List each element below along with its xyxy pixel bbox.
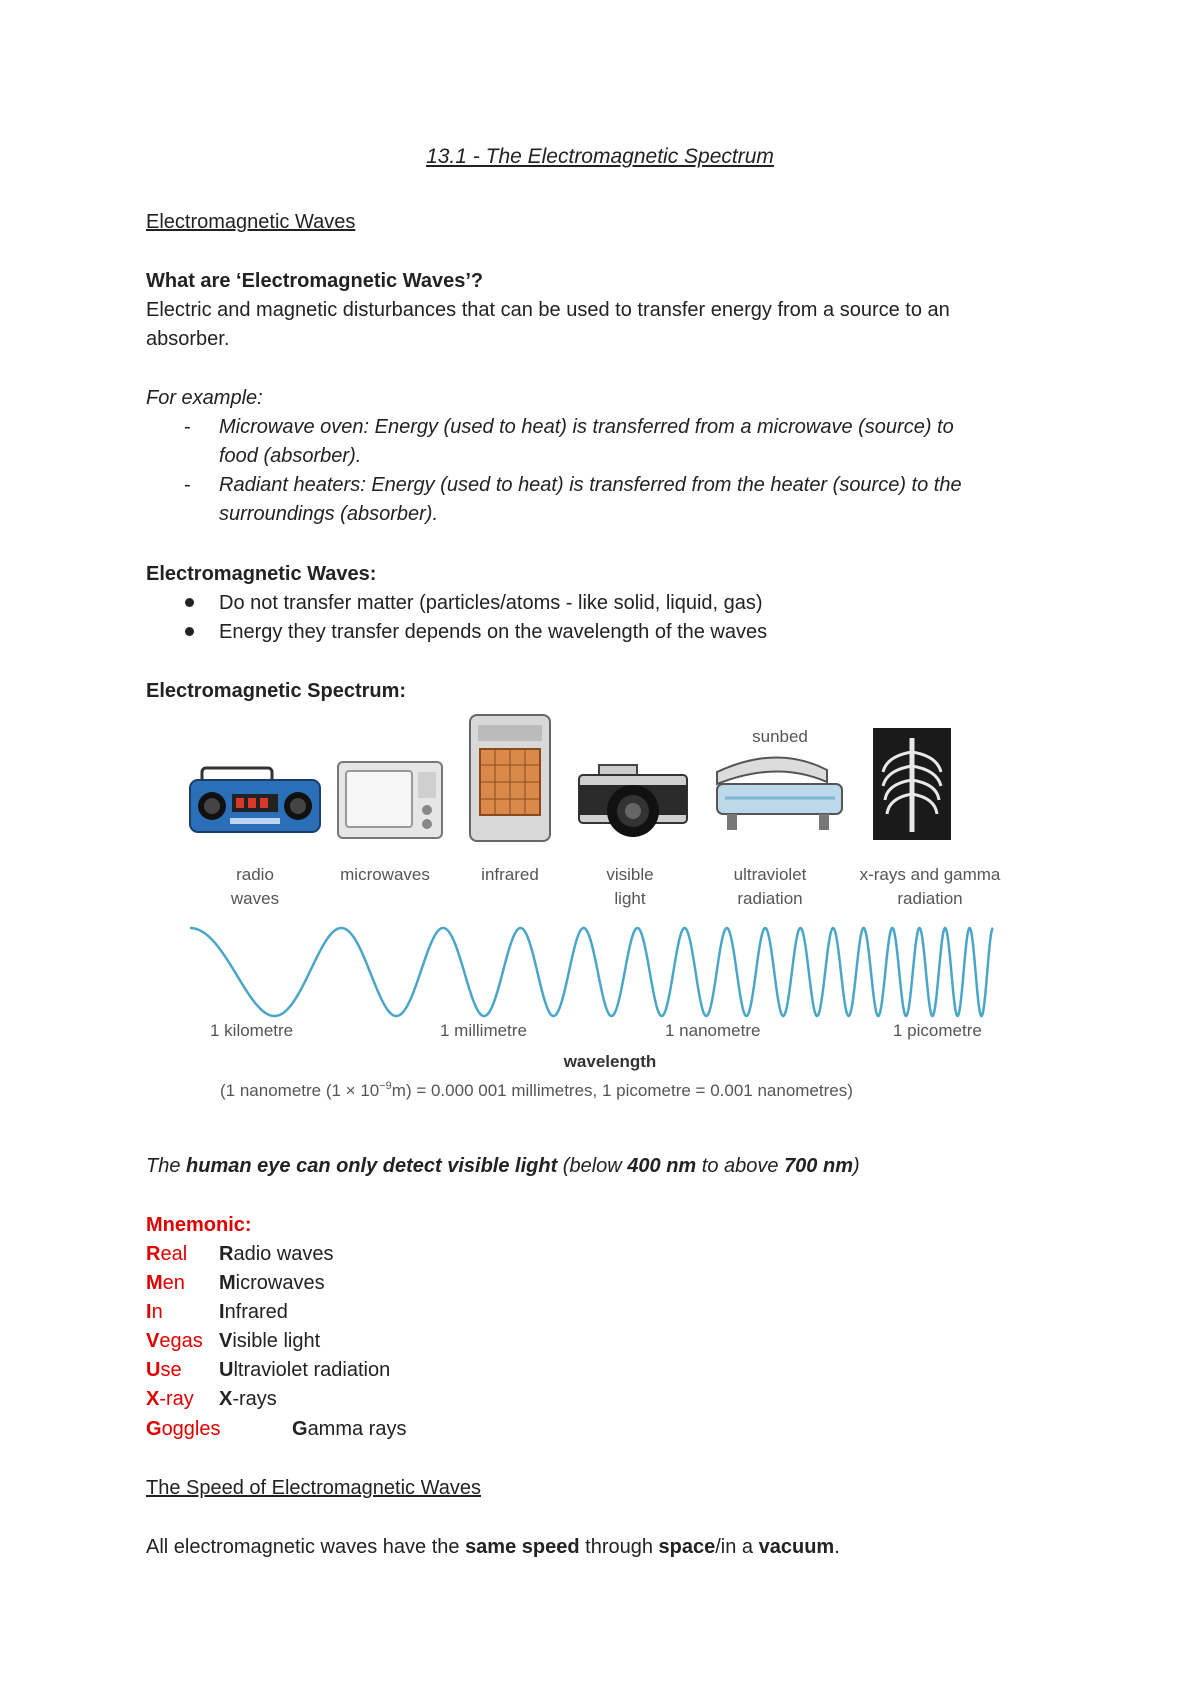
radio-icon [190,768,320,832]
page-title: 13.1 - The Electromagnetic Spectrum [426,145,774,168]
scale-picometre: 1 picometre [893,1021,982,1040]
mnemonic-meaning: X-rays [219,1388,277,1410]
camera-icon [579,765,687,837]
bullet-text: Energy they transfer depends on the wavelength of the waves [219,621,768,643]
axis-label: wavelength [563,1052,657,1071]
label-microwaves: microwaves [340,865,430,884]
label-ultraviolet: radiation [737,889,803,908]
example-line: Microwave oven: Energy (used to heat) is transferred from a microwave (source) to [219,416,954,438]
dash-bullet: - [184,416,191,438]
example-line: food (absorber). [219,445,362,467]
label-xrays: radiation [897,889,963,908]
bullet-icon [185,598,194,607]
bullet-icon [185,627,194,636]
eye-statement: The human eye can only detect visible light (below 400 nm to above 700 nm) [146,1155,860,1177]
definition-line: Electric and magnetic disturbances that can be used to transfer energy from a source to an [146,299,950,321]
section-heading-em-waves: Electromagnetic Waves [146,211,356,233]
label-infrared: infrared [481,865,539,884]
spectrum-heading: Electromagnetic Spectrum: [146,680,407,702]
heater-icon [470,715,550,841]
mnemonic-meaning: Gamma rays [292,1418,407,1440]
mnemonic-meaning: Microwaves [219,1272,325,1294]
label-visible: visible [606,865,654,884]
label-visible: light [614,889,646,908]
mnemonic-meaning: Ultraviolet radiation [219,1359,391,1381]
speed-statement: All electromagnetic waves have the same speed through space/in a vacuum. [146,1536,840,1558]
sunbed-label: sunbed [752,727,808,746]
scale-nanometre: 1 nanometre [665,1021,761,1040]
mnemonic-meaning: Infrared [219,1301,288,1323]
scale-millimetre: 1 millimetre [440,1021,527,1040]
sunbed-icon [717,757,842,830]
label-radio: waves [230,889,280,908]
mnemonic-meaning: Radio waves [219,1243,334,1265]
wave-line [190,928,993,1016]
mnemonic-word: Men [146,1272,185,1294]
mnemonic-word: Vegas [146,1330,203,1352]
mnemonic-word: In [146,1301,163,1323]
example-line: surroundings (absorber). [219,503,438,525]
waves-heading: Electromagnetic Waves: [146,563,377,585]
mnemonic-word: X-ray [146,1388,194,1410]
mnemonic-word: Real [146,1243,188,1265]
unit-note: (1 nanometre $(1 \times 10^{-9}m) = 0.000$ 001 millimetres, 1 picometre = 0.001 nanometres) [220,1080,853,1100]
example-heading: For example: [146,387,263,409]
dash-bullet: - [184,474,191,496]
spectrum-figure [185,710,1025,1120]
example-line: Radiant heaters: Energy (used to heat) is transferred from the heater (source) to the [219,474,962,496]
label-ultraviolet: ultraviolet [733,865,807,884]
mnemonic-word: Goggles [146,1418,221,1440]
mnemonic-word: Use [146,1359,182,1381]
label-radio: radio [236,865,274,884]
bullet-text: Do not transfer matter (particles/atoms - like solid, liquid, gas) [219,592,763,614]
xray-icon [873,728,951,840]
section-heading-speed: The Speed of Electromagnetic Waves [146,1477,481,1499]
microwave-icon [338,762,442,838]
scale-kilometre: 1 kilometre [210,1021,294,1040]
label-xrays: x-rays and gamma [859,865,1001,884]
question-heading: What are ‘Electromagnetic Waves’? [146,270,484,292]
definition-line: absorber. [146,328,230,350]
mnemonic-meaning: Visible light [219,1330,321,1352]
mnemonic-heading: Mnemonic: [146,1214,252,1236]
